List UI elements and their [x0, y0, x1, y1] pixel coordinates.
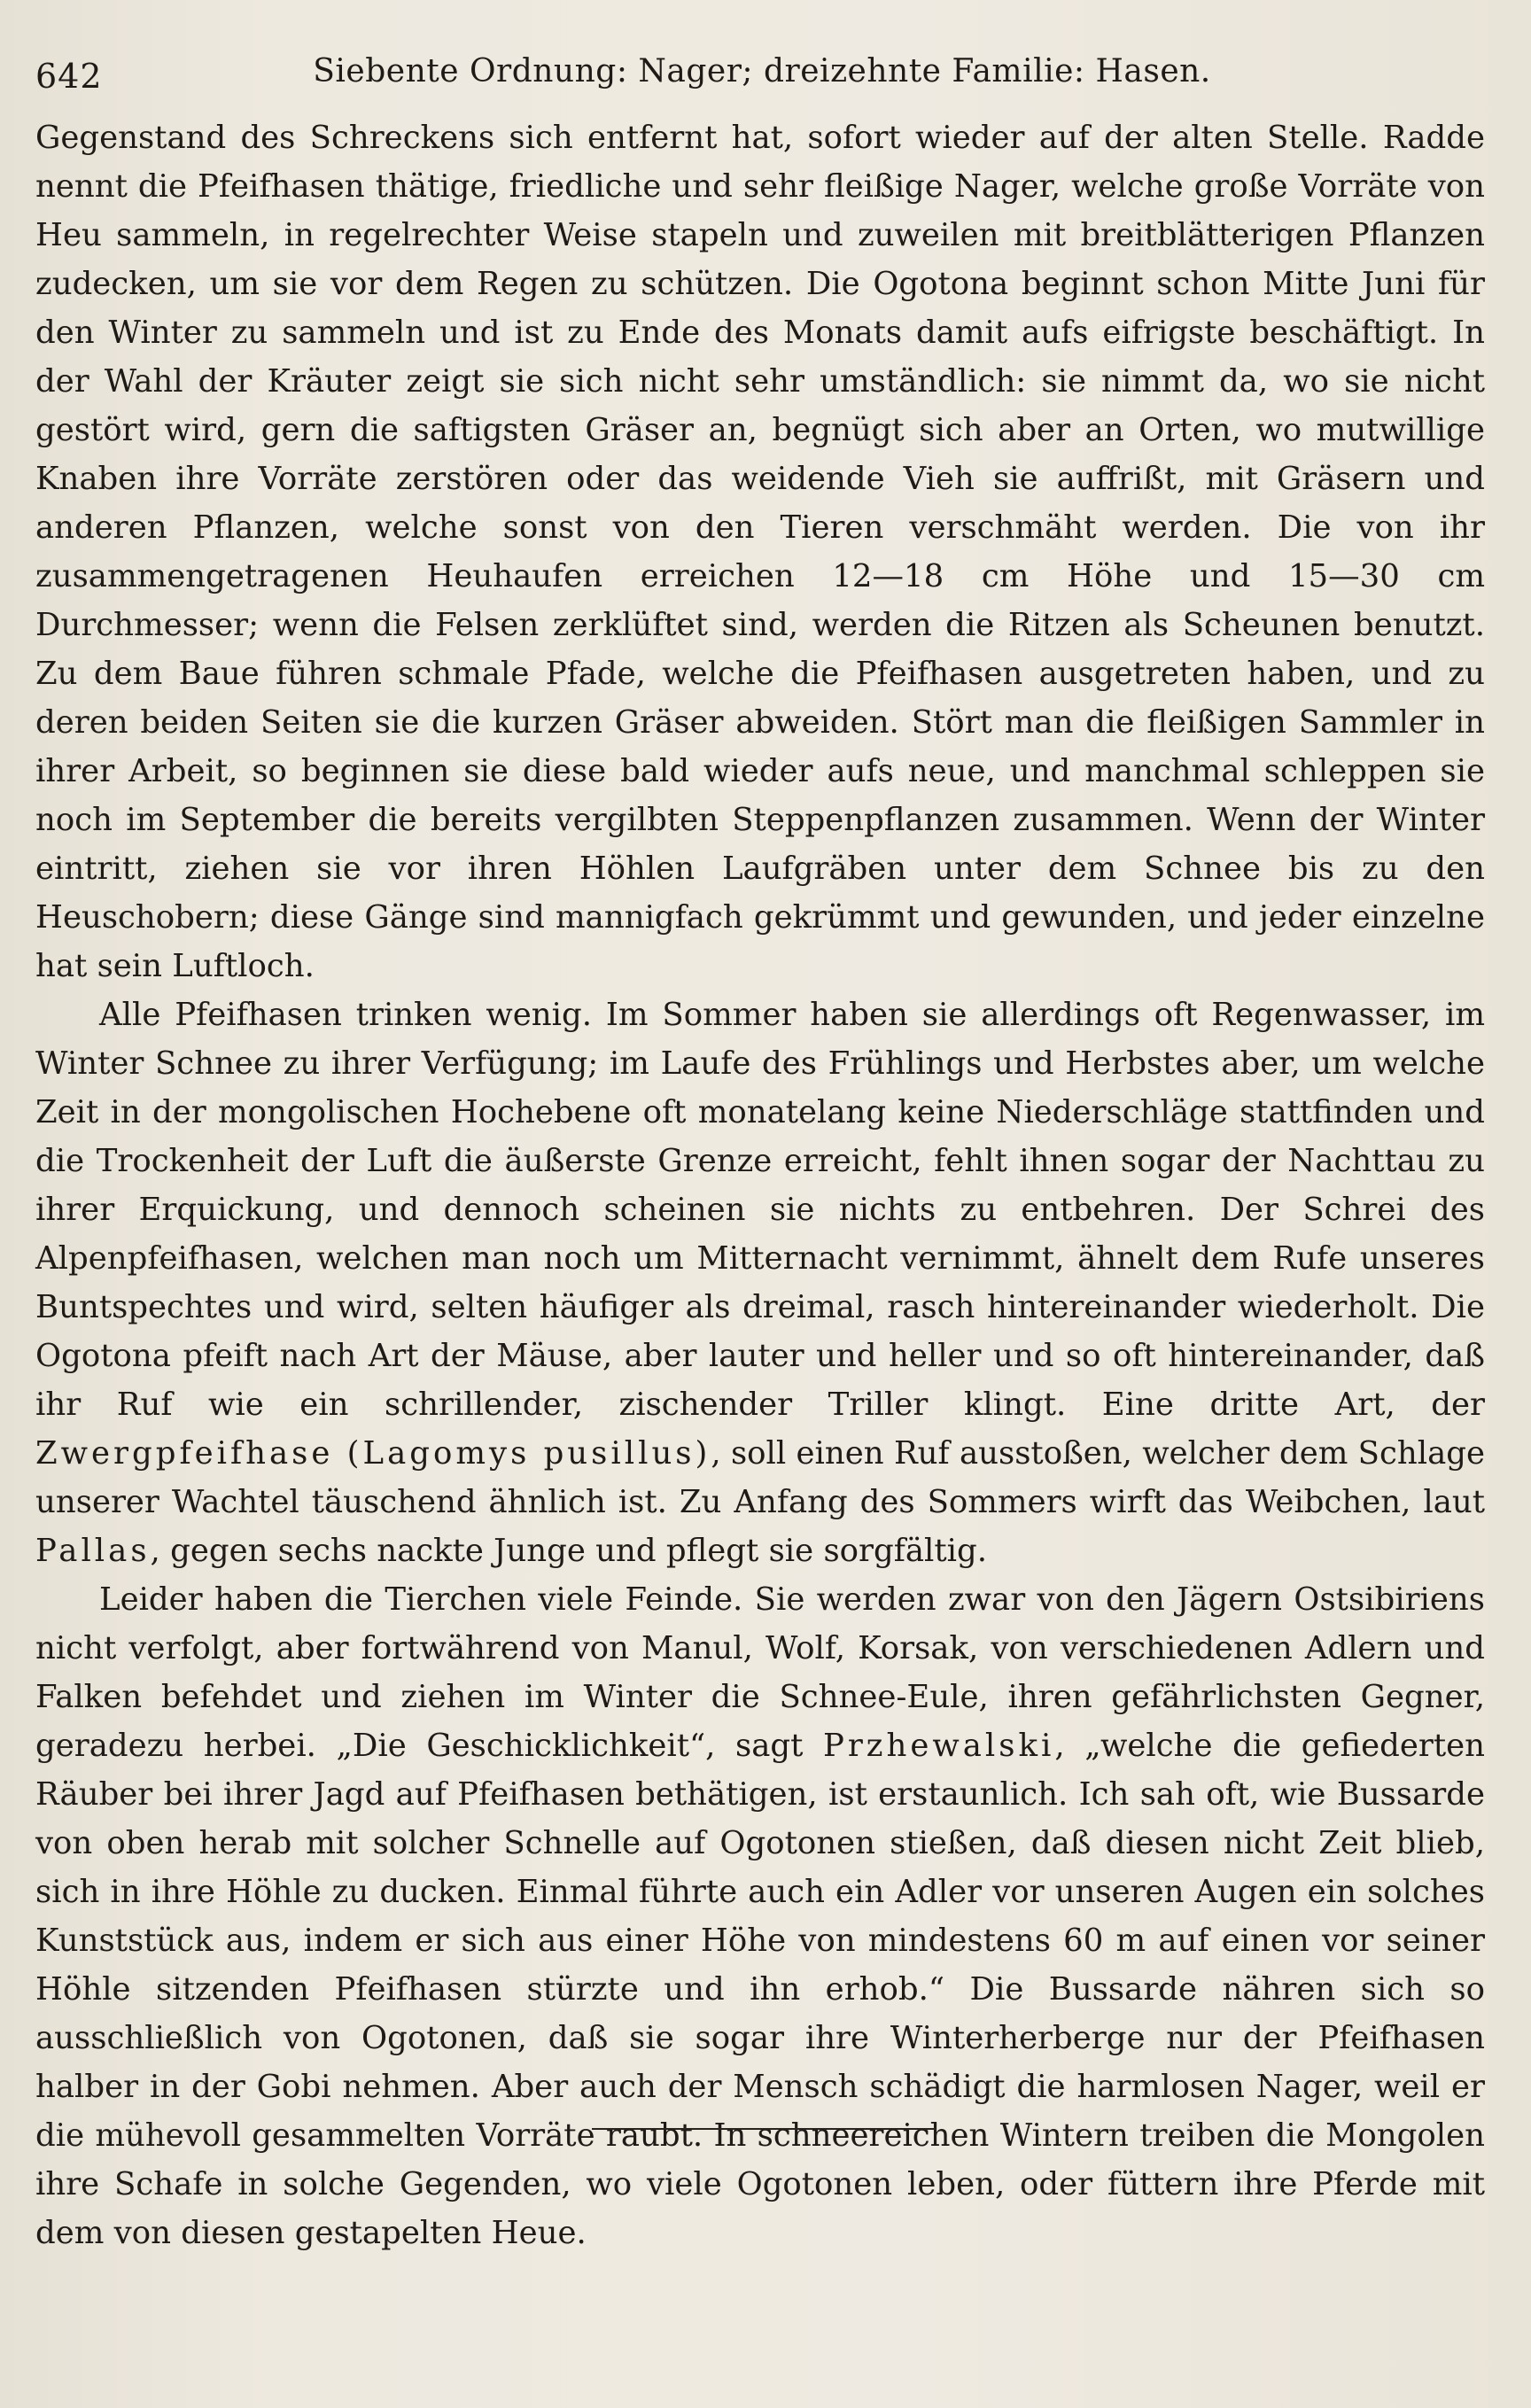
paragraph-2-text-end: , gegen sechs nackte Junge und pflegt sie sorgfältig. [150, 1533, 988, 1569]
section-divider-rule [592, 2128, 936, 2130]
paragraph-2 [35, 990, 1485, 1575]
paragraph-1-text: Gegenstand des Schreckens sich entfernt hat, sofort wieder auf der alten Stelle. Radde nennt die Pfeifhasen thätige, friedliche und sehr fleißige Nager, welche große Vorräte von Heu sammeln, in regelrechter Weise stapeln und zuweilen mit breitblätterigen Pflanzen zudecken, um sie vor dem Regen zu schützen. Die Ogotona beginnt schon Mitte Juni für den Winter zu sammeln und ist zu Ende des Monats damit aufs eifrigste beschäftigt. In der Wahl der Kräuter zeigt sie sich nicht sehr umständlich: sie nimmt da, wo sie nicht gestört wird, gern die saftigsten Gräser an, begnügt sich aber an Orten, wo mutwillige Knaben ihre Vorräte zerstören oder das weidende Vieh sie auffrißt, mit Gräsern und anderen Pflanzen, welche sonst von den Tieren verschmäht werden. Die von ihr zusammengetragenen Heuhaufen erreichen 12—18 cm Höhe und 15—30 cm Durchmesser; wenn die Felsen zerklüftet sind, werden die Ritzen als Scheunen benutzt. Zu dem Baue führen schmale Pfade, welche die Pfeifhasen ausgetreten haben, und zu deren beiden Seiten sie die kurzen Gräser abweiden. Stört man die fleißigen Sammler in ihrer Arbeit, so beginnen sie diese bald wieder aufs neue, und manchmal schleppen sie noch im September die bereits vergilbten Steppenpflanzen zusammen. Wenn der Winter eintritt, ziehen sie vor ihren Höhlen Laufgräben unter dem Schnee bis zu den Heuschobern; diese Gänge sind mannigfach gekrümmt und gewunden, und jeder einzelne hat sein Luftloch. [35, 120, 1485, 984]
paragraph-3-text: Leider haben die Tierchen viele Feinde. Sie werden zwar von den Jägern Ostsibiriens nicht verfolgt, aber fortwährend von Manul, Wolf, Korsak, von verschiedenen Adlern und Falken befehdet und ziehen im Winter die Schnee-Eule, ihren gefährlichsten Gegner, geradezu herbei. „Die Geschicklichkeit“, sagt [35, 1581, 1485, 1764]
paragraph-3-text-continued: , „welche die gefiederten Räuber bei ihrer Jagd auf Pfeifhasen bethätigen, ist erstaunlich. Ich sah oft, wie Bussarde von oben herab mit solcher Schnelle auf Ogotonen stießen, daß diesen nicht Zeit blieb, sich in ihre Höhle zu ducken. Einmal führte auch ein Adler vor unseren Augen ein solches Kunststück aus, indem er sich aus einer Höhe von mindestens 60 m auf einen vor seiner Höhle sitzenden Pfeifhasen stürzte und ihn erhob.“ Die Bussarde nähren sich so ausschließlich von Ogotonen, daß sie sogar ihre Winterherberge nur der Pfeifhasen halber in der Gobi nehmen. Aber auch der Mensch schädigt die harmlosen Nager, weil er die mühevoll gesammelten Vorräte raubt. In schneereichen Wintern treiben die Mongolen ihre Schafe in solche Gegenden, wo viele Ogotonen leben, oder füttern ihre Pferde mit dem von diesen gestapelten Heue. [35, 1728, 1485, 2251]
author-name-pallas: Pallas [35, 1533, 151, 1569]
paragraph-1 [35, 113, 1485, 990]
author-name-przhewalski: Przhewalski [822, 1728, 1055, 1764]
page-header [35, 46, 1488, 99]
paragraph-2-text-continued: , soll einen Ruf ausstoßen, welcher dem Schlage unserer Wachtel täuschend ähnlich ist. Zu Anfang des Sommers wirft das Weibchen, laut [35, 1435, 1485, 1520]
paragraph-3 [35, 1575, 1485, 2257]
species-name-dwarf-pika: Zwergpfeifhase (Lagomys pusillus) [35, 1435, 711, 1472]
body-text [35, 113, 1485, 2257]
running-head: Siebente Ordnung: Nager; dreizehnte Familie: Hasen. [313, 53, 1211, 89]
paragraph-2-text: Alle Pfeifhasen trinken wenig. Im Sommer haben sie allerdings oft Regenwasser, im Winter Schnee zu ihrer Verfügung; im Laufe des Frühlings und Herbstes aber, um welche Zeit in der mongolischen Hochebene oft monatelang keine Niederschläge stattfinden und die Trockenheit der Luft die äußerste Grenze erreicht, fehlt ihnen sogar der Nachttau zu ihrer Erquickung, und dennoch scheinen sie nichts zu entbehren. Der Schrei des Alpenpfeifhasen, welchen man noch um Mitternacht vernimmt, ähnelt dem Rufe unseres Buntspechtes und wird, selten häufiger als dreimal, rasch hintereinander wiederholt. Die Ogotona pfeift nach Art der Mäuse, aber lauter und heller und so oft hintereinander, daß ihr Ruf wie ein schrillender, zischender Triller klingt. Eine dritte Art, der [35, 997, 1485, 1423]
page-number: 642 [35, 57, 103, 96]
